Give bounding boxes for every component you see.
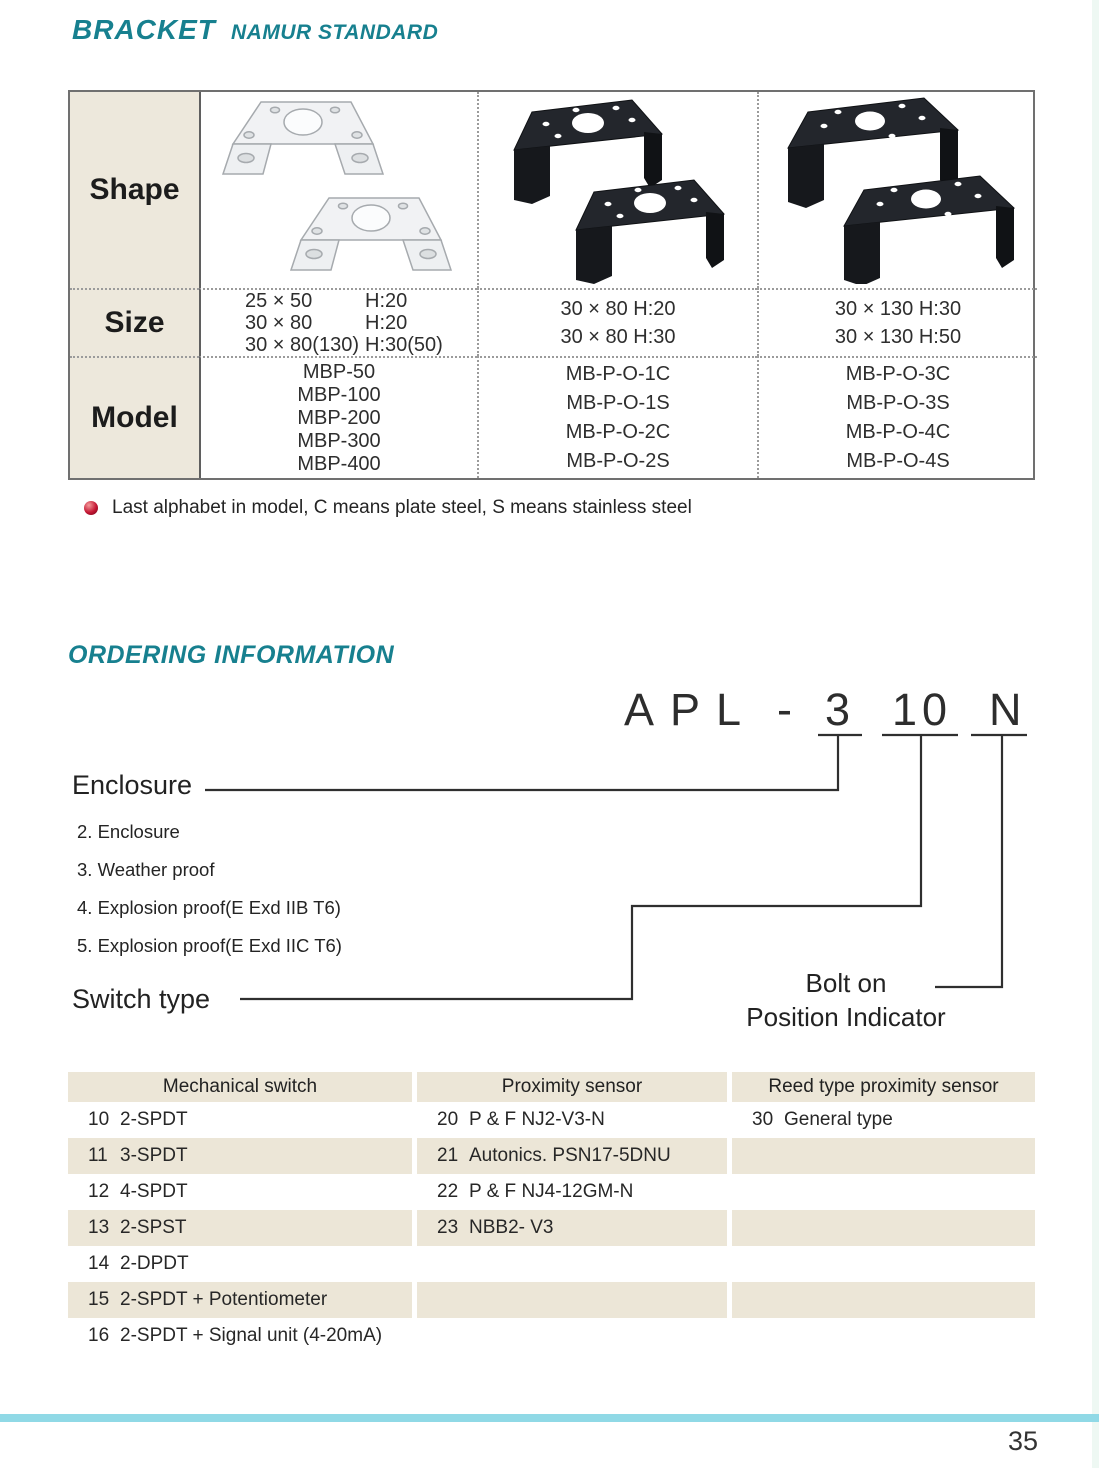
size-cell-channel-large: 30 × 130 H:30 30 × 130 H:50 bbox=[757, 288, 1037, 356]
switch-table-row: 16 2-SPDT + Signal unit (4-20mA) bbox=[88, 1325, 383, 1346]
channel-bracket-small-illustration bbox=[492, 96, 744, 284]
switch-type-table bbox=[68, 1072, 1035, 1354]
enclosure-options bbox=[77, 822, 342, 974]
bracket-image-channel-large bbox=[757, 92, 1037, 288]
code-separator: - bbox=[777, 684, 792, 735]
note-bullet-icon bbox=[84, 501, 98, 515]
code-enclosure-digit: 3 bbox=[825, 684, 851, 735]
row-header-shape: Shape bbox=[70, 92, 199, 288]
code-switch-digits: 10 bbox=[892, 684, 953, 735]
bracket-image-plate-steel bbox=[199, 92, 477, 288]
note-text: Last alphabet in model, C means plate steel, S means stainless steel bbox=[112, 497, 692, 518]
switch-type-label: Switch type bbox=[72, 984, 211, 1014]
row-header-size: Size bbox=[70, 288, 199, 356]
model-cell-plate: MBP-50 MBP-100 MBP-200 MBP-300 MBP-400 bbox=[199, 356, 477, 478]
enclosure-option: 5. Explosion proof(E Exd IIC T6) bbox=[77, 935, 342, 956]
enclosure-option: 3. Weather proof bbox=[77, 859, 215, 880]
size-cell-plate bbox=[199, 288, 477, 356]
page-subtitle: NAMUR STANDARD bbox=[231, 21, 439, 44]
column-header-reed: Reed type proximity sensor bbox=[732, 1072, 1035, 1102]
plate-bracket-illustration bbox=[219, 96, 459, 284]
switch-table-row: 15 2-SPDT + Potentiometer bbox=[68, 1282, 1035, 1318]
ordering-heading: ORDERING INFORMATION bbox=[68, 641, 395, 669]
code-prefix: APL bbox=[624, 684, 758, 735]
channel-bracket-large-illustration bbox=[772, 96, 1024, 284]
size-line: 30 × 80 H:20 bbox=[245, 312, 408, 334]
bracket-spec-table bbox=[68, 90, 1035, 480]
size-line: 25 × 50 H:20 bbox=[245, 290, 408, 312]
switch-table-row: 10 2-SPDT 20 P & F NJ2-V3-N 30 General type bbox=[88, 1109, 893, 1130]
page-edge-strip bbox=[1092, 0, 1099, 1468]
model-cell-channel-large: MB-P-O-3C MB-P-O-3S MB-P-O-4C MB-P-O-4S bbox=[757, 356, 1037, 478]
enclosure-label: Enclosure bbox=[72, 770, 193, 800]
page-title: BRACKET bbox=[72, 14, 216, 45]
column-header-proximity: Proximity sensor bbox=[417, 1072, 727, 1102]
switch-table-row: 13 2-SPST 23 NBB2- V3 bbox=[68, 1210, 1035, 1246]
footer-accent-bar bbox=[0, 1414, 1099, 1422]
model-cell-channel-small: MB-P-O-1C MB-P-O-1S MB-P-O-2C MB-P-O-2S bbox=[477, 356, 757, 478]
size-cell-channel-small: 30 × 80 H:20 30 × 80 H:30 bbox=[477, 288, 757, 356]
row-header-model: Model bbox=[70, 356, 199, 478]
bolt-on-indicator-label: Bolt on Position Indicator bbox=[746, 968, 946, 1032]
page-number: 35 bbox=[1008, 1426, 1039, 1456]
material-note bbox=[84, 497, 692, 519]
enclosure-option: 4. Explosion proof(E Exd IIB T6) bbox=[77, 897, 341, 918]
switch-table-header-row bbox=[68, 1072, 1035, 1102]
bracket-image-channel-small bbox=[477, 92, 757, 288]
switch-table-row: 12 4-SPDT 22 P & F NJ4-12GM-N bbox=[88, 1181, 634, 1202]
size-line: 30 × 80(130) H:30(50) bbox=[245, 334, 443, 356]
enclosure-option: 2. Enclosure bbox=[77, 821, 180, 842]
switch-table-row: 14 2-DPDT bbox=[88, 1253, 189, 1274]
switch-table-row: 11 3-SPDT 21 Autonics. PSN17-5DNU bbox=[68, 1138, 1035, 1174]
code-indicator-letter: N bbox=[989, 684, 1022, 735]
column-header-mechanical: Mechanical switch bbox=[68, 1072, 412, 1102]
